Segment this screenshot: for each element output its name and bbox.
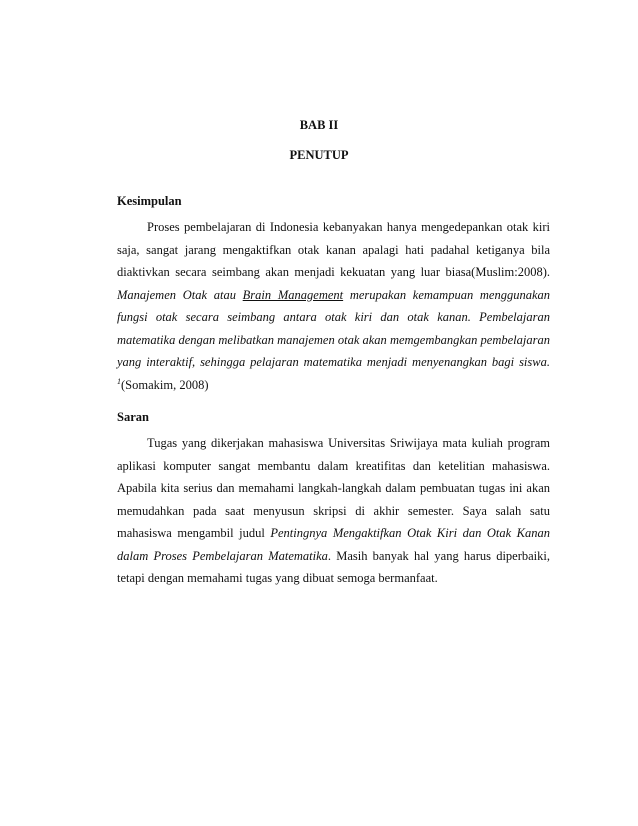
footnote-marker: 1 [117,376,121,386]
kesimpulan-text-1: Proses pembelajaran di Indonesia kebanyakan hanya mengedepankan otak kiri saja, sangat jarang mengaktifkan otak kanan apalagi hati padahal ketiganya bila diaktivkan secara seimbang akan menjadi kekuatan yang luar biasa(Muslim:2008). [117,220,550,279]
section-heading-kesimpulan: Kesimpulan [117,194,182,208]
kesimpulan-text-2: Manajemen Otak atau [117,287,236,302]
saran-text-1: Tugas yang dikerjakan mahasiswa Universitas Sriwijaya mata kuliah program aplikasi komputer sangat membantu dalam kreatifitas dan ketelitian mahasiswa. Apabila kita serius dan memahami langkah-langkah dalam pembuatan tugas ini akan memudahkan pada saat menyusun skripsi di akhir semester. Saya salah satu mahasiswa mengambil judul [117,436,550,540]
brain-management-term: Brain Management [242,287,344,302]
kesimpulan-citation: (Somakim, 2008) [121,377,209,392]
saran-title-italic: Pentingnya Mengaktifkan Otak Kiri dan Otak Kanan dalam Proses Pembelajaran Matematika [117,526,551,563]
chapter-label: BAB II [299,118,339,132]
section-heading-saran: Saran [117,410,149,424]
saran-paragraph [117,432,550,590]
kesimpulan-text-3: merupakan kemampuan menggunakan fungsi otak secara seimbang antara otak kiri dan otak kanan. Pembelajaran matematika dengan melibatkan manajemen otak akan memgembangkan pembelajaran yang interaktif, sehingga pelajaran matematika menjadi menyenangkan bagi siswa. [117,287,551,369]
kesimpulan-paragraph [117,216,550,396]
chapter-title: PENUTUP [289,148,349,162]
saran-text-2: . Masih banyak hal yang harus diperbaiki, tetapi dengan memahami tugas yang dibuat semoga bermanfaat. [117,548,550,585]
